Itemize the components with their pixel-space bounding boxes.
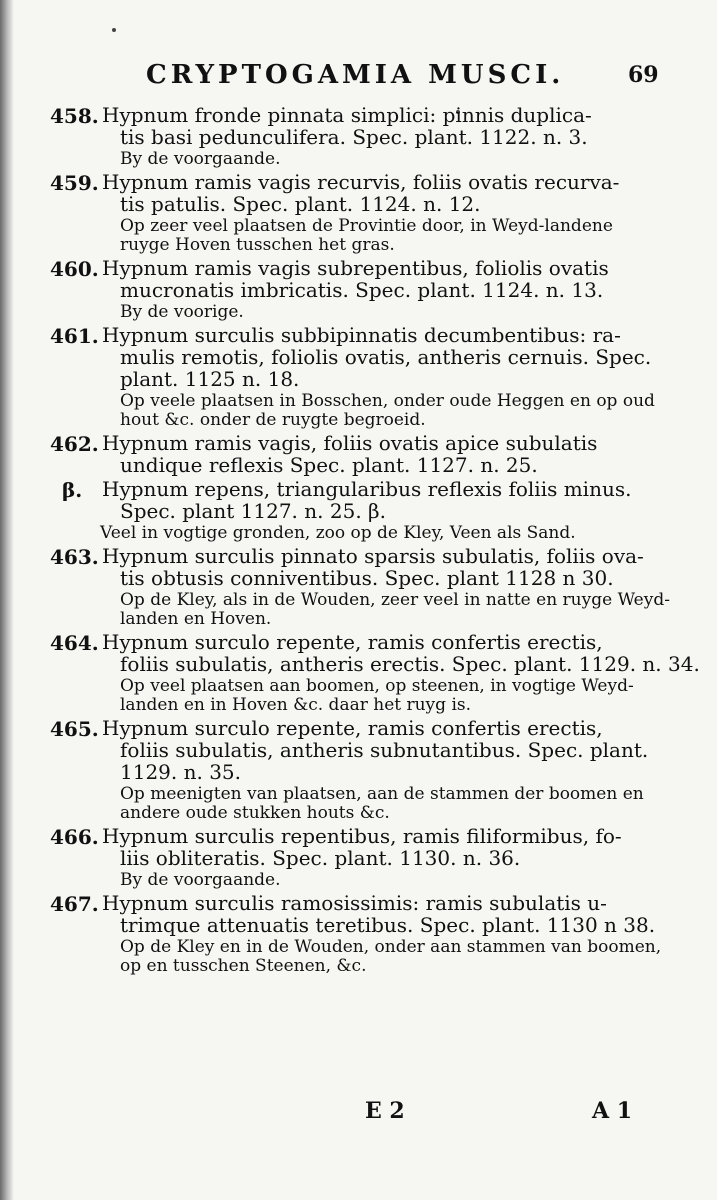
entry-number: 467.: [50, 892, 99, 916]
habitat-line: landen en Hoven.: [120, 609, 272, 629]
description-line: Spec. plant 1127. n. 25. β.: [120, 499, 386, 523]
page-number: 69: [628, 62, 659, 88]
print-speck: [112, 28, 116, 32]
habitat-note: [120, 217, 717, 255]
description-line: trimque attenuatis teretibus. Spec. plant. 1130 n 38.: [120, 913, 656, 937]
species-entry: [0, 631, 717, 715]
species-description: [102, 631, 717, 675]
description-line: Hypnum surculis pinnato sparsis subulatis, foliis ova-: [102, 544, 644, 568]
habitat-line: Op meenigten van plaatsen, aan de stammen der boomen en: [120, 784, 644, 804]
habitat-line: By de voorgaande.: [120, 149, 281, 169]
catchword: A 1: [592, 1098, 633, 1124]
description-line: liis obliteratis. Spec. plant. 1130. n. 36.: [120, 846, 521, 870]
habitat-line: By de voorgaande.: [120, 870, 281, 890]
entry-number: β.: [62, 478, 83, 502]
description-line: Hypnum ramis vagis subrepentibus, foliolis ovatis: [102, 256, 609, 280]
habitat-note: [120, 938, 717, 976]
running-head: CRYPTOGAMIA MUSCI.: [146, 60, 565, 90]
habitat-note: [120, 677, 717, 715]
species-description: [102, 104, 717, 148]
habitat-line: Veel in vogtige gronden, zoo op de Kley, Veen als Sand.: [100, 523, 576, 543]
signature-mark: E 2: [365, 1098, 405, 1124]
habitat-note: [120, 392, 717, 430]
species-description: [102, 892, 717, 936]
habitat-note: [100, 524, 717, 543]
species-description: [102, 717, 717, 783]
habitat-note: [120, 785, 717, 823]
description-line: Hypnum surculis subbipinnatis decumbentibus: ra-: [102, 323, 621, 347]
description-line: tis patulis. Spec. plant. 1124. n. 12.: [120, 192, 481, 216]
entry-number: 462.: [50, 432, 99, 456]
species-entry: [0, 432, 717, 476]
description-line: Hypnum repens, triangularibus reflexis foliis minus.: [102, 477, 632, 501]
species-entry: [0, 478, 717, 543]
description-line: tis obtusis conniventibus. Spec. plant 1128 n 30.: [120, 566, 614, 590]
species-entry: [0, 717, 717, 823]
species-entry: [0, 104, 717, 169]
species-list: [0, 104, 717, 978]
species-entry: [0, 545, 717, 629]
description-line: mulis remotis, foliolis ovatis, antheris cernuis. Spec.: [120, 345, 652, 369]
species-description: [102, 478, 717, 522]
entry-number: 461.: [50, 324, 99, 348]
description-line: plant. 1125 n. 18.: [120, 367, 300, 391]
habitat-note: [120, 150, 717, 169]
species-description: [102, 432, 717, 476]
entry-number: 460.: [50, 257, 99, 281]
species-description: [102, 324, 717, 390]
habitat-line: andere oude stukken houts &c.: [120, 803, 390, 823]
description-line: undique reflexis Spec. plant. 1127. n. 25.: [120, 453, 538, 477]
description-line: Hypnum surculo repente, ramis confertis erectis,: [102, 630, 603, 654]
species-description: [102, 257, 717, 301]
species-description: [102, 171, 717, 215]
description-line: tis basi pedunculifera. Spec. plant. 1122. n. 3.: [120, 125, 588, 149]
description-line: Hypnum surculis repentibus, ramis filiformibus, fo-: [102, 824, 622, 848]
habitat-line: Op zeer veel plaatsen de Provintie door, in Weyd-landene: [120, 216, 613, 236]
species-description: [102, 825, 717, 869]
species-description: [102, 545, 717, 589]
description-line: mucronatis imbricatis. Spec. plant. 1124. n. 13.: [120, 278, 604, 302]
habitat-note: [120, 871, 717, 890]
habitat-note: [120, 303, 717, 322]
species-entry: [0, 171, 717, 255]
description-line: foliis subulatis, antheris erectis. Spec. plant. 1129. n. 34.: [120, 652, 700, 676]
entry-number: 459.: [50, 171, 99, 195]
habitat-line: Op de Kley, als in de Wouden, zeer veel in natte en ruyge Weyd-: [120, 590, 670, 610]
species-entry: [0, 257, 717, 322]
description-line: Hypnum surculo repente, ramis confertis erectis,: [102, 716, 603, 740]
habitat-line: landen en in Hoven &c. daar het ruyg is.: [120, 695, 472, 715]
species-entry: [0, 324, 717, 430]
description-line: Hypnum ramis vagis recurvis, foliis ovatis recurva-: [102, 170, 620, 194]
entry-number: 464.: [50, 631, 99, 655]
habitat-line: Op veele plaatsen in Bosschen, onder oude Heggen en op oud: [120, 391, 655, 411]
habitat-line: By de voorige.: [120, 302, 244, 322]
habitat-line: hout &c. onder de ruygte begroeid.: [120, 410, 426, 430]
species-entry: [0, 825, 717, 890]
entry-number: 466.: [50, 825, 99, 849]
description-line: Hypnum surculis ramosissimis: ramis subulatis u-: [102, 891, 607, 915]
habitat-line: ruyge Hoven tusschen het gras.: [120, 235, 395, 255]
habitat-line: Op veel plaatsen aan boomen, op steenen, in vogtige Weyd-: [120, 676, 634, 696]
entry-number: 458.: [50, 104, 99, 128]
species-entry: [0, 892, 717, 976]
habitat-line: op en tusschen Steenen, &c.: [120, 956, 367, 976]
description-line: Hypnum ramis vagis, foliis ovatis apice subulatis: [102, 431, 598, 455]
description-line: foliis subulatis, antheris subnutantibus. Spec. plant.: [120, 738, 649, 762]
entry-number: 463.: [50, 545, 99, 569]
description-line: Hypnum fronde pinnata simplici: pinnis duplica-: [102, 103, 592, 127]
habitat-note: [120, 591, 717, 629]
page-header: [0, 56, 717, 96]
habitat-line: Op de Kley en in de Wouden, onder aan stammen van boomen,: [120, 937, 662, 957]
description-line: 1129. n. 35.: [120, 760, 242, 784]
entry-number: 465.: [50, 717, 99, 741]
